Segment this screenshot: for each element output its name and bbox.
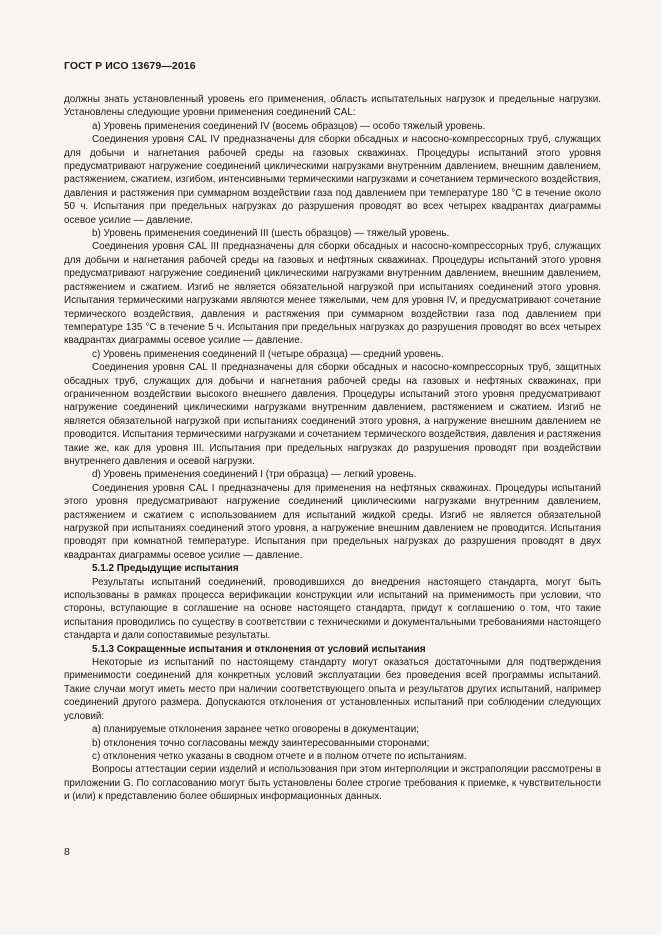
paragraph-cal-iii: Соединения уровня CAL III предназначены для сборки обсадных и насосно-компрессорных труб, служащих для добычи и нагнетания рабочей среды на газовых и нефтяных скважинах. Процедуры испытаний этого уровня предусматривают нагружение соединений циклическими нагрузками внутренним давлением, внешним давлением, растяжением и сжатием. Изгиб не является обязательной нагрузкой при испытаниях соединений этого уровня. Испытания термическими нагрузками являются менее тяжелыми, чем для уровня IV, и предусматривают сочетание термического воздействия, давления и растяжения при суммарном воздействии газа под давлением при температуре 135 °С в течение 5 ч. Испытания при предельных нагрузках до разрушения проводят во всех четырех квадрантах диаграммы осевое усилие — давление.	[64, 241, 601, 347]
list-item-level-iii: b) Уровень применения соединений III (шесть образцов) — тяжелый уровень.	[92, 228, 450, 240]
list-item-b: b) отклонения точно согласованы между заинтересованными сторонами;	[92, 737, 430, 749]
list-item-c: с) отклонения четко указаны в сводном отчете и в полном отчете по испытаниям.	[92, 750, 467, 762]
list-item-level-iv: а) Уровень применения соединений IV (восемь образцов) — особо тяжелый уровень.	[92, 120, 486, 132]
list-item-a: а) планируемые отклонения заранее четко оговорены в документации;	[92, 724, 420, 736]
paragraph-previous-tests: Результаты испытаний соединений, проводившихся до внедрения настоящего стандарта, могут быть использованы в рамках процесса верификации конструкции или испытаний на применимость при условии, что стороны, вступающие в соглашение на основе настоящего стандарта, придут к соглашению о том, что такие испытания проводились по существу в соответствии с техническими и документальными требованиями настоящего стандарта и дали сопоставимые результаты.	[64, 576, 601, 642]
paragraph-attestation: Вопросы аттестации серии изделий и использования при этом интерполяции и экстраполяции рассмотрены в приложении G. По согласованию могут быть установлены более строгие требования к приемке, к чувствительности и (или) к представлению более обширных информационных данных.	[64, 764, 601, 803]
list-item-level-i: d) Уровень применения соединений I (три образца) — легкий уровень.	[92, 469, 417, 481]
paragraph-cal-ii: Соединения уровня CAL II предназначены для сборки обсадных и насосно-компрессорных труб, защитных обсадных труб, служащих для добычи и нагнетания рабочей среды на газовых и нефтяных скважинах, при ограниченном воздействии высокого внешнего давления. Процедуры испытаний этого уровня предусматривают нагружение соединений циклическими нагрузками внутренним давлением, растяжением и сжатием. Изгиб не является обязательной нагрузкой при испытаниях соединений этого уровня, а нагружение внешним давлением не проводится. Испытания термическими нагрузками и сочетанием термического воздействия, давления и растяжения такие же, как для уровня III. Испытания при предельных нагрузках до разрушения проводят при воздействии внутреннего давления и осевой нагрузки.	[64, 362, 601, 467]
document-body	[64, 93, 601, 804]
paragraph-cal-iv: Соединения уровня CAL IV предназначены для сборки обсадных и насосно-компрессорных труб, служащих для добычи и нагнетания рабочей среды на газовых скважинах. Процедуры испытаний этого уровня предусматривают нагружение соединений циклическими нагрузками внутренним давлением, внешним давлением, растяжением, сжатием, изгибом, интенсивными термическими нагрузками и сочетанием термического воздействия, давления и растяжения при суммарном воздействии газа под давлением при температуре 180 °С в течение около 50 ч. Испытания при предельных нагрузках до разрушения проводят во всех четырех квадрантах диаграммы осевое усилие — давление.	[64, 134, 601, 226]
section-heading-5-1-2: 5.1.2 Предыдущие испытания	[92, 563, 239, 575]
section-heading-5-1-3: 5.1.3 Сокращенные испытания и отклонения от условий испытания	[92, 643, 426, 655]
paragraph-continuation: должны знать установленный уровень его применения, область испытательных нагрузок и предельные нагрузки. Установлены следующие уровни применения соединений CAL:	[64, 94, 601, 119]
list-item-level-ii: с) Уровень применения соединений II (четыре образца) — средний уровень.	[92, 348, 444, 360]
page-number: 8	[64, 846, 70, 858]
document-header: ГОСТ Р ИСО 13679—2016	[64, 60, 196, 72]
paragraph-reduced-tests: Некоторые из испытаний по настоящему стандарту могут оказаться достаточными для подтверждения применимости соединений для конкретных условий эксплуатации без проведения всей программы испытаний. Такие случаи могут иметь место при наличии соответствующего опыта и результатов других испытаний, например соединений другого размера. Допускаются отклонения от установленных испытаний при соблюдении следующих условий:	[64, 657, 601, 722]
paragraph-cal-i: Соединения уровня CAL I предназначены для применения на нефтяных скважинах. Процедуры испытаний этого уровня предусматривают нагружение соединений циклическими нагрузками внутренним давлением, растяжением и сжатием с использованием для испытаний жидкой среды. Изгиб не является обязательной нагрузкой при испытаниях соединений этого уровня, а нагружение внешним давлением не проводится. Испытания проводят при комнатной температуре. Испытания при предельных нагрузках до разрушения проводят в двух квадрантах диаграммы осевое усилие — давление.	[64, 482, 601, 561]
